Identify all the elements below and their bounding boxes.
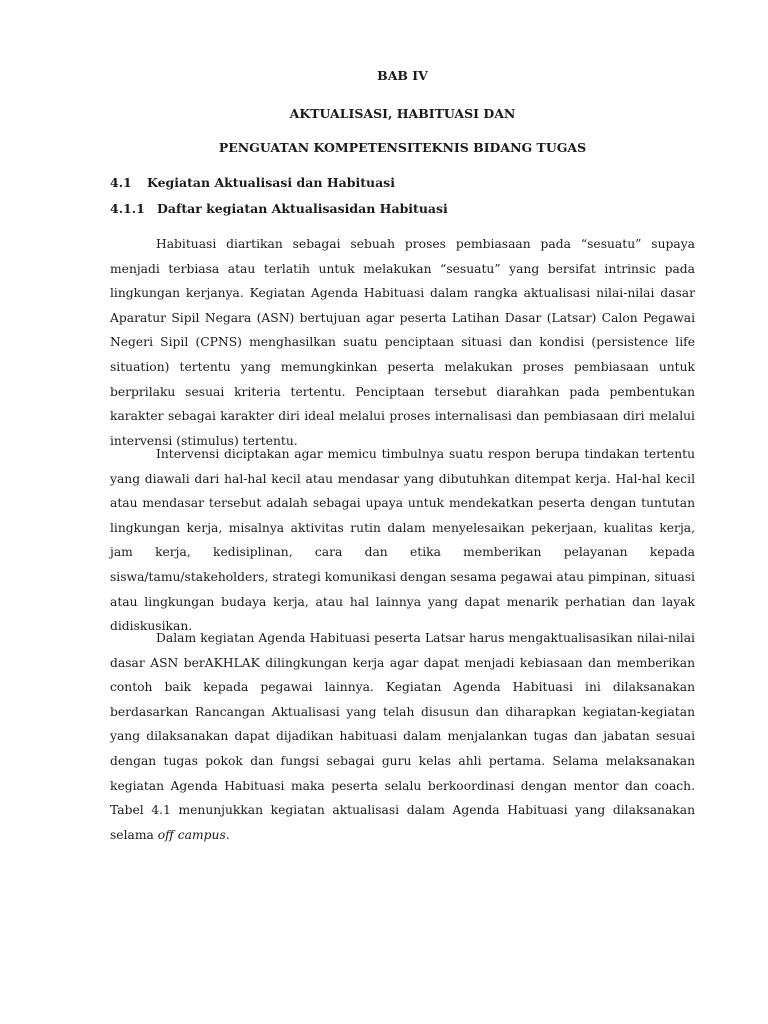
subsection-heading <box>110 201 448 217</box>
paragraph-intervensi: Intervensi diciptakan agar memicu timbulnya suatu respon berupa tindakan tertentu yang diawali dari hal-hal kecil atau mendasar yang dibutuhkan ditempat kerja. Hal-hal kecil atau mendasar tersebut adalah sebagai upaya untuk mendekatkan peserta dengan tuntutan lingkungan kerja, misalnya aktivitas rutin dalam menyelesaikan pekerjaan, kualitas kerja, jam kerja, kedisiplinan, cara dan etika memberikan pelayanan kepada siswa/tamu/stakeholders, strategi komunikasi dengan sesama pegawai atau pimpinan, situasi atau lingkungan budaya kerja, atau hal lainnya yang dapat menarik perhatian dan layak didiskusikan. <box>110 447 695 634</box>
off-campus-term: off campus <box>157 827 226 842</box>
chapter-title-line-1: AKTUALISASI, HABITUASI DAN <box>289 106 516 121</box>
section-title: Kegiatan Aktualisasi dan Habituasi <box>147 175 395 190</box>
paragraph-agenda-habituasi-text: Dalam kegiatan Agenda Habituasi peserta Latsar harus mengaktualisasikan nilai-nilai dasar ASN berAKHLAK dilingkungan kerja agar dapat menjadi kebiasaan dan memberikan contoh baik kepada pegawai lainnya. Kegiatan Agenda Habituasi ini dilaksanakan berdasarkan Rancangan Aktualisasi yang telah disusun dan diharapkan kegiatan-kegiatan yang dilaksanakan dapat dijadikan habituasi dalam menjalankan tugas dan jabatan sesuai dengan tugas pokok dan fungsi sebagai guru kelas ahli pertama. Selama melaksanakan kegiatan Agenda Habituasi maka peserta selalu berkoordinasi dengan mentor dan coach. Tabel 4.1 menunjukkan kegiatan aktualisasi dalam Agenda Habituasi yang dilaksanakan selama <box>110 631 695 842</box>
document-page <box>110 0 695 1024</box>
chapter-label: BAB IV <box>377 68 428 83</box>
chapter-title-line-2: PENGUATAN KOMPETENSITEKNIS BIDANG TUGAS <box>218 140 587 155</box>
section-heading <box>110 175 395 191</box>
subsection-number: 4.1.1 <box>110 201 145 216</box>
section-number: 4.1 <box>110 175 132 190</box>
paragraph-habituasi-definition: Habituasi diartikan sebagai sebuah proses pembiasaan pada “sesuatu” supaya menjadi terbiasa atau terlatih untuk melakukan “sesuatu” yang bersifat intrinsic pada lingkungan kerjanya. Kegiatan Agenda Habituasi dalam rangka aktualisasi nilai-nilai dasar Aparatur Sipil Negara (ASN) bertujuan agar peserta Latihan Dasar (Latsar) Calon Pegawai Negeri Sipil (CPNS) menghasilkan suatu penciptaan situasi dan kondisi (persistence life situation) tertentu yang memungkinkan peserta melakukan proses pembiasaan untuk berprilaku sesuai kriteria tertentu. Penciptaan tersebut diarahkan pada pembentukan karakter sebagai karakter diri ideal melalui proses internalisasi dan pembiasaan diri melalui intervensi (stimulus) tertentu. <box>110 237 695 448</box>
paragraph-agenda-habituasi <box>110 626 695 847</box>
subsection-title: Daftar kegiatan Aktualisasidan Habituasi <box>157 201 448 216</box>
paragraph-end-period: . <box>225 827 230 842</box>
